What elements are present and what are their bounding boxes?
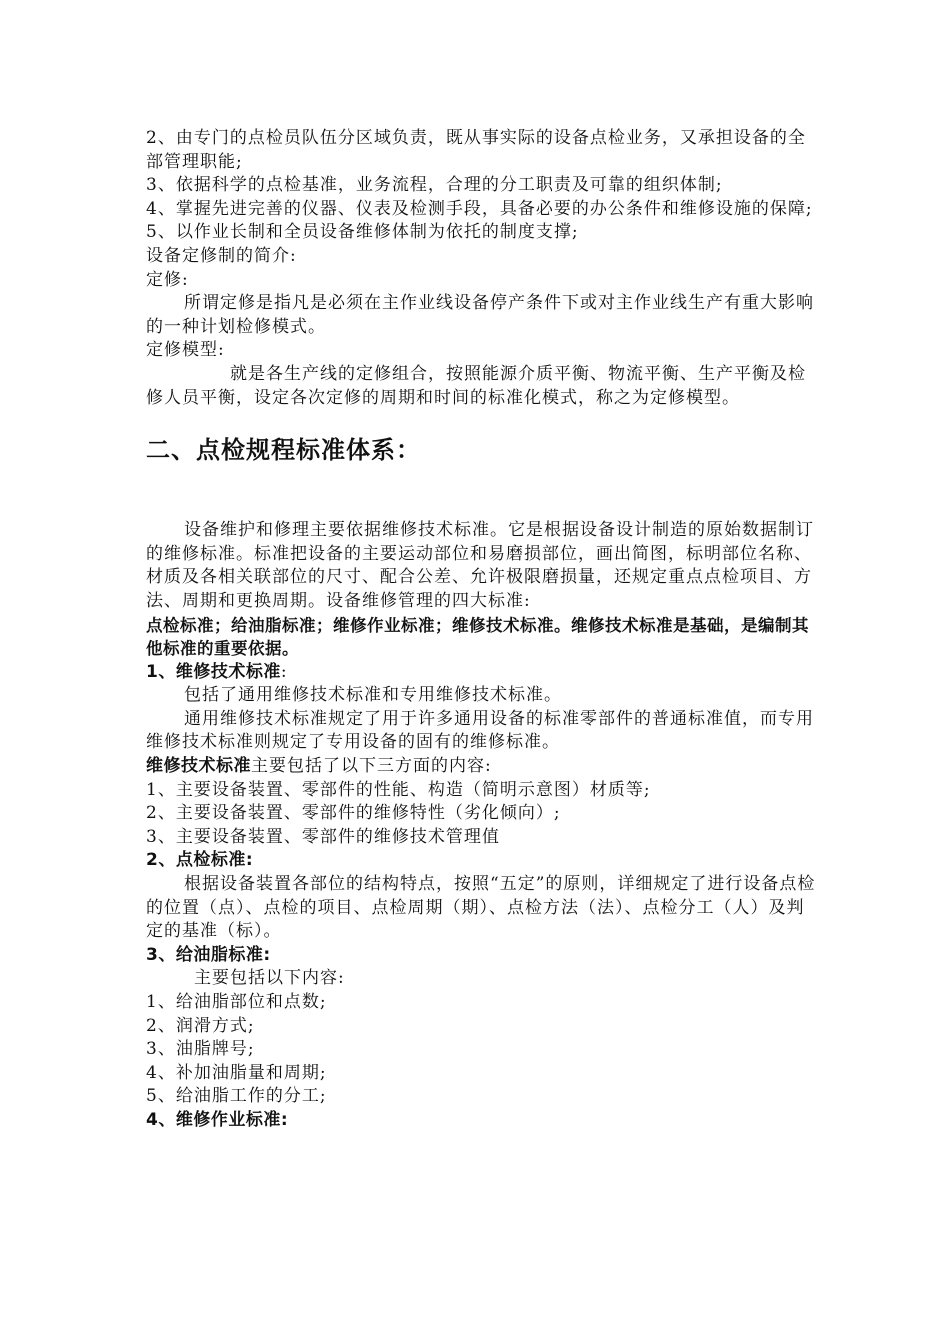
list-item: 2、主要设备装置、零部件的维修特性（劣化倾向）; — [146, 803, 561, 824]
list-item: 1、给油脂部位和点数; — [146, 992, 327, 1012]
inline-text: 主要包括了以下三方面的内容: — [251, 756, 492, 777]
list-item: 3、依据科学的点检基准，业务流程，合理的分工职责及可靠的组织体制; — [146, 175, 723, 196]
subsection-heading: 2、点检标准: — [146, 850, 254, 871]
paragraph: 定修: — [146, 269, 189, 290]
list-item: 5、给油脂工作的分工; — [146, 1086, 327, 1107]
subsection-heading — [146, 661, 820, 685]
paragraph: 就是各生产线的定修组合，按照能源介质平衡、物流平衡、生产平衡及检修人员平衡，设定各次定修的周期和时间的标准化模式，称之为定修模型。 — [146, 363, 806, 408]
paragraph — [146, 755, 820, 779]
inline-bold-term: 维修技术标准 — [146, 756, 251, 777]
bold-paragraph: 点检标准；给油脂标准；维修作业标准；维修技术标准。维修技术标准是基础，是编制其他标准的重要依据。 — [146, 615, 809, 659]
list-item: 4、补加油脂量和周期; — [146, 1062, 327, 1083]
section-heading: 二、点检规程标准体系： — [146, 436, 421, 465]
list-item: 5、以作业长制和全员设备维修体制为依托的制度支撑; — [146, 222, 579, 243]
paragraph: 设备定修制的简介: — [146, 245, 297, 266]
list-item: 2、由专门的点检员队伍分区域负责，既从事实际的设备点检业务，又承担设备的全部管理职能; — [146, 128, 806, 172]
paragraph: 定修模型: — [146, 340, 225, 361]
document-body — [146, 127, 820, 1133]
list-item: 1、主要设备装置、零部件的性能、构造（简明示意图）材质等; — [146, 779, 651, 800]
paragraph: 设备维护和修理主要依据维修技术标准。它是根据设备设计制造的原始数据制订的维修标准。标准把设备的主要运动部位和易磨损部位，画出简图，标明部位名称、材质及各相关联部位的尺寸、配合公差、允许极限磨损量，还规定重点点检项目、方法、周期和更换周期。设备维修管理的四大标准: — [146, 520, 814, 611]
subsection-colon: : — [280, 661, 288, 682]
paragraph: 主要包括以下内容: — [194, 968, 345, 989]
paragraph: 通用维修技术标准规定了用于许多通用设备的标准零部件的普通标准值，而专用维修技术标准则规定了专用设备的固有的维修标准。 — [146, 708, 814, 753]
list-item: 3、主要设备装置、零部件的维修技术管理值 — [146, 826, 500, 847]
paragraph: 所谓定修是指凡是必须在主作业线设备停产条件下或对主作业线生产有重大影响的一种计划检修模式。 — [146, 293, 814, 337]
list-item: 3、油脂牌号; — [146, 1039, 255, 1060]
paragraph: 包括了通用维修技术标准和专用维修技术标准。 — [184, 685, 562, 706]
list-item: 4、掌握先进完善的仪器、仪表及检测手段，具备必要的办公条件和维修设施的保障; — [146, 198, 813, 219]
list-item: 2、润滑方式; — [146, 1015, 255, 1036]
subsection-heading: 4、维修作业标准: — [146, 1109, 289, 1130]
subsection-heading: 3、给油脂标准: — [146, 944, 271, 965]
paragraph: 根据设备装置各部位的结构特点，按照“五定”的原则，详细规定了进行设备点检的位置（点）、点检的项目、点检周期（期）、点检方法（法）、点检分工（人）及判定的基准（标）。 — [146, 874, 816, 942]
subsection-title: 1、维修技术标准 — [146, 661, 281, 682]
